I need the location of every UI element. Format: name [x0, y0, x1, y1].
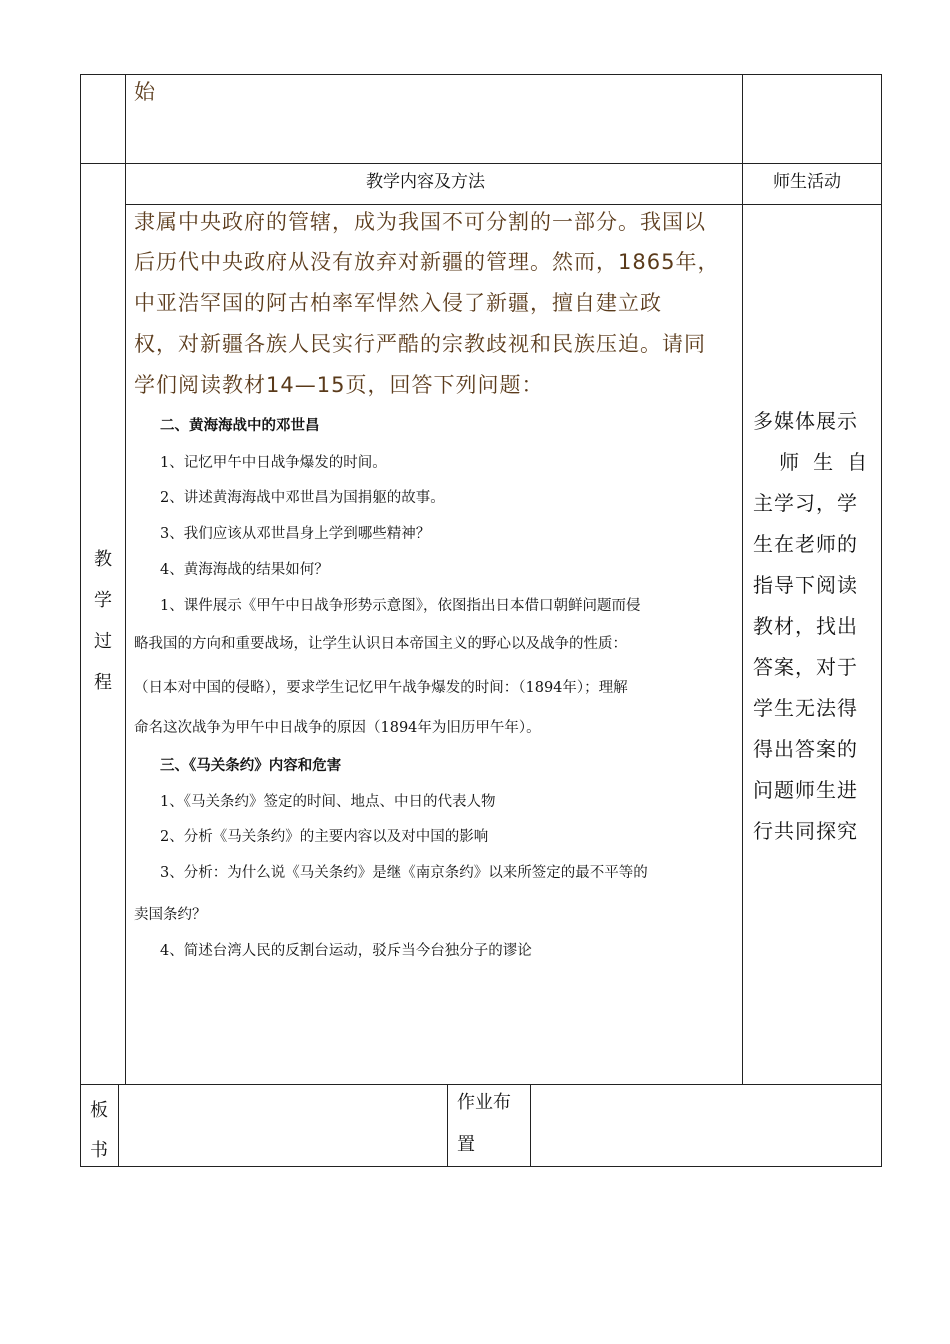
- table-border-top: [80, 74, 882, 75]
- table-border-right: [881, 74, 882, 1167]
- table-row-divider-2: [80, 1084, 882, 1085]
- table-row-divider-1: [80, 163, 882, 164]
- activity-line: 问题师生进: [753, 778, 858, 802]
- row-label-char-3: 过: [94, 631, 112, 652]
- activity-line: 多媒体展示: [753, 409, 858, 433]
- section3-item: 2、分析《马关条约》的主要内容以及对中国的影响: [160, 829, 489, 845]
- activity-line: 师 生 自: [753, 450, 869, 474]
- table-border-left: [80, 74, 81, 1167]
- intro-line: 中亚浩罕国的阿古柏率军悍然入侵了新疆，擅自建立政: [134, 291, 662, 315]
- section3-item: 4、简述台湾人民的反割台运动，驳斥当今台独分子的谬论: [160, 943, 532, 959]
- intro-line: 学们阅读教材14—15页，回答下列问题：: [134, 373, 544, 397]
- activity-line: 行共同探究: [753, 819, 858, 843]
- section2-item: 3、我们应该从邓世昌身上学到哪些精神？: [160, 526, 431, 542]
- activity-line: 指导下阅读: [753, 573, 858, 597]
- homework-label-line-2: 置: [457, 1134, 475, 1155]
- intro-line: 权，对新疆各族人民实行严酷的宗教歧视和民族压迫。请同: [134, 332, 706, 356]
- section2-item: 1、记忆甲午中日战争爆发的时间。: [160, 455, 387, 471]
- top-cell-text: 始: [134, 80, 155, 104]
- board-label-char-2: 书: [90, 1140, 108, 1161]
- table-header-divider: [125, 204, 882, 205]
- section3-item: 3、分析：为什么说《马关条约》是继《南京条约》以来所签定的最不平等的: [160, 865, 648, 881]
- intro-line: 隶属中央政府的管辖，成为我国不可分割的一部分。我国以: [134, 210, 706, 234]
- row-label-char-2: 学: [94, 590, 112, 611]
- section2-explain: 命名这次战争为甲午中日战争的原因（1894年为旧历甲午年）。: [134, 720, 541, 736]
- board-label-char-1: 板: [90, 1100, 108, 1121]
- footer-divider-3: [530, 1084, 531, 1167]
- label-col-divider: [125, 74, 126, 1085]
- table-border-bottom: [80, 1166, 882, 1167]
- section2-explain: 略我国的方向和重要战场，让学生认识日本帝国主义的野心以及战争的性质：: [134, 636, 627, 652]
- footer-divider-1: [118, 1084, 119, 1167]
- activity-line: 答案，对于: [753, 655, 858, 679]
- section2-explain: （日本对中国的侵略），要求学生记忆甲午战争爆发的时间：（1894年）；理解: [134, 680, 628, 696]
- section3-title: 三、《马关条约》内容和危害: [160, 757, 342, 774]
- section2-item: 4、黄海海战的结果如何？: [160, 562, 329, 578]
- activity-line: 教材，找出: [753, 614, 858, 638]
- row-label-char-4: 程: [94, 672, 112, 693]
- row-label-char-1: 教: [94, 549, 112, 570]
- homework-label-line-1: 作业布: [457, 1092, 511, 1113]
- activity-line: 得出答案的: [753, 737, 858, 761]
- activity-line: 生在老师的: [753, 532, 858, 556]
- section3-item: 1、《马关条约》签定的时间、地点、中日的代表人物: [160, 794, 496, 810]
- intro-line: 后历代中央政府从没有放弃对新疆的管理。然而，1865年，: [134, 250, 720, 274]
- section2-title: 二、黄海海战中的邓世昌: [160, 417, 320, 434]
- footer-divider-2: [447, 1084, 448, 1167]
- section3-item: 卖国条约？: [134, 907, 207, 923]
- section2-item: 2、讲述黄海海战中邓世昌为国捐躯的故事。: [160, 490, 445, 506]
- activity-line: 主学习，学: [753, 491, 858, 515]
- header-activity: 师生活动: [773, 172, 841, 192]
- activity-line: 学生无法得: [753, 696, 858, 720]
- section2-explain: 1、课件展示《甲午中日战争形势示意图》，依图指出日本借口朝鲜问题而侵: [160, 598, 641, 614]
- activity-col-divider: [742, 74, 743, 1085]
- header-content-method: 教学内容及方法: [366, 172, 485, 192]
